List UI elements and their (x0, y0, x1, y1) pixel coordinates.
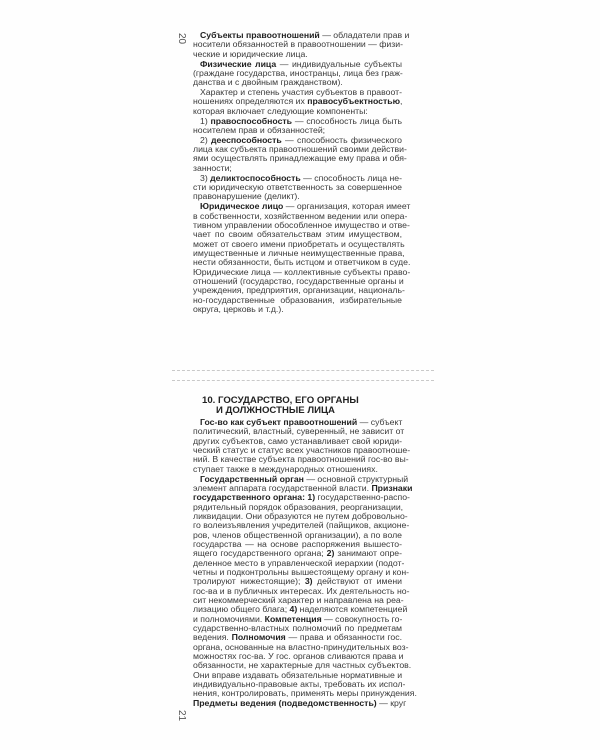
text-segment: носителем прав и обязанностей; (193, 124, 326, 135)
bold-term: Компетенция (264, 613, 322, 624)
text-segment: обязанности, не характерные для частных субъектов. (193, 660, 412, 671)
text-segment: данства и с двойным гражданством). (193, 77, 343, 88)
text-segment: тивном управлении обособленное имущество и отве- (193, 219, 410, 230)
text-segment: элемент аппарата государственной власти. (193, 482, 372, 493)
text-segment: наделяются компетенцией (297, 604, 408, 615)
text-segment: правонарушение (деликт). (193, 191, 300, 202)
bold-term: дееспособность (211, 134, 282, 145)
text-segment: нения, контролировать, применять меры принуждения. (193, 688, 417, 699)
bold-term: Государственный орган (200, 473, 304, 484)
text-segment: четны и подконтрольны вышестоящему органу и кон- (193, 567, 410, 577)
text-segment: носители обязанностей в правоотношении — физи- (193, 39, 404, 50)
text-segment: государственно-распо- (315, 492, 410, 503)
text-segment: Они вправе издавать обязательные нормативные и (193, 669, 403, 680)
text-segment: политический, властный, суверенный, не зависит от (193, 426, 405, 437)
bold-term: Юридическое лицо (200, 201, 284, 212)
text-segment: ний. В качестве субъекта правоотношений гос-во вы- (193, 454, 409, 465)
text-segment: и полномочиями. (193, 613, 265, 624)
text-segment: — основной структурный (303, 473, 409, 484)
text-segment: ческие и юридические лица. (193, 48, 308, 59)
bold-term: 3) (304, 576, 313, 587)
text-segment: округа, церковь и т.д.). (193, 303, 284, 314)
text-segment: лица как субъекта правоотношений своими действи- (193, 144, 407, 155)
text-segment: действуют от имени (312, 576, 402, 587)
text-segment: рядительный порядок образования, реорганизации, (193, 501, 404, 512)
bold-term: Физические лица (200, 58, 277, 69)
text-segment: — круг (376, 698, 407, 709)
bold-term: Признаки (371, 482, 413, 493)
text-segment: сударственно-властных полномочий по предметам (193, 623, 402, 634)
bold-term: государственного органа: 1) (193, 492, 316, 503)
text-segment: ликвидации. Они образуются не путем добровольно- (193, 510, 408, 521)
text-segment: — способность лица не- (300, 172, 403, 183)
text-segment: ческий статус и статус всех участников правоотноше- (193, 445, 411, 456)
bold-term: правосубъектностью (307, 96, 400, 107)
bold-term: деликтоспособность (210, 172, 301, 183)
text-segment: отношений (государство, государственные органы и (193, 275, 404, 286)
text-segment: занимают опре- (334, 548, 403, 559)
text-segment: ношениях определяются их (193, 96, 308, 107)
top-section-text (193, 30, 411, 314)
section-heading-line-2: И ДОЛЖНОСТНЫЕ ЛИЦА (216, 404, 335, 416)
text-segment: — совокупность го- (321, 613, 403, 624)
text-segment: тролируют нижестоящие); (193, 576, 305, 587)
text-segment: , (400, 96, 403, 107)
text-segment: других субъектов, само устанавливает свой юриди- (193, 435, 402, 446)
text-segment: занности; (193, 162, 232, 173)
text-segment: которая включает следующие компоненты: (193, 105, 368, 116)
text-segment: 2) (200, 134, 212, 145)
page-divider (172, 370, 434, 371)
text-segment: го волеизъявления учредителей (пайщиков, акционе- (193, 520, 410, 531)
page-divider (172, 380, 434, 381)
page-number-right: 21 (176, 709, 188, 722)
text-segment: 3) (200, 172, 211, 183)
bold-term: 2) (326, 548, 335, 559)
page-number-left: 20 (176, 32, 188, 45)
text-segment: имущественные и личные неимущественные права, (193, 247, 405, 258)
text-segment: органа, основанные на властно-принудительных воз- (193, 641, 409, 652)
text-segment: чает по своим обязательствам этим имуществом, (193, 229, 402, 240)
bottom-section-text (193, 417, 417, 709)
text-segment: 1) (200, 115, 211, 126)
text-segment: можностях гос-ва. У гос. органов сливаются права и (193, 651, 404, 662)
bold-term: Субъекты правоотношений (200, 30, 320, 40)
text-segment: в собственности, хозяйственном ведении или опера- (193, 210, 408, 221)
text-segment: сит некоммерческий характер и направлена на реа- (193, 595, 404, 606)
bold-term: Полномочия (231, 632, 286, 643)
bold-term: Гос-во как субъект правоотношений (200, 417, 358, 427)
text-segment: — субъект (357, 417, 403, 427)
text-segment: — способность физического (281, 134, 402, 145)
text-segment: — способность лица быть (292, 115, 403, 126)
text-segment: — индивидуальные субъекты (276, 58, 402, 69)
text-segment: но-государственные образования, избирательные (193, 294, 402, 305)
text-segment: гос-ва и в публичных интересах. Их деятельность но- (193, 585, 410, 596)
text-segment: Юридические лица — коллективные субъекты право- (193, 266, 411, 277)
text-segment: деленное место в управленческой иерархии (подот- (193, 557, 405, 568)
section-heading-line-1: 10. ГОСУДАРСТВО, ЕГО ОРГАНЫ (202, 395, 359, 406)
bold-term: Предметы ведения (подведомственность) (193, 698, 377, 709)
text-segment: индивидуально-правовые акты, требовать их испол- (193, 679, 406, 690)
text-segment: государства — на основе распоряжения вышесто- (193, 538, 402, 549)
bold-term: правоспособность (210, 115, 292, 126)
text-segment: ров, членов общественной организации), а по воле (193, 529, 402, 540)
text-line (193, 305, 402, 314)
section-heading (202, 396, 359, 416)
text-segment: нести обязанности, быть истцом и ответчиком в суде. (193, 257, 411, 268)
text-segment: лизацию общего блага; (193, 604, 290, 615)
text-segment: — обладатели прав и (319, 30, 410, 40)
text-segment: может от своего имени приобретать и осуществлять (193, 238, 405, 249)
text-segment: сти юридическую ответственность за совершенное (193, 182, 402, 192)
text-line (193, 698, 407, 709)
text-segment: (граждане государства, иностранцы, лица без граж- (193, 67, 403, 78)
text-segment: ями осуществлять принадлежащие ему права и обя- (193, 153, 407, 164)
text-segment: — права и обязанности гос. (285, 632, 402, 643)
bold-term: 4) (289, 604, 298, 615)
text-segment: Характер и степень участия субъектов в правоот- (200, 87, 402, 98)
text-segment: ведения. (193, 632, 232, 643)
text-segment: ступает также в международных отношениях. (193, 463, 378, 474)
text-segment: ящего государственного органа; (193, 548, 327, 559)
text-segment: учреждения, предприятия, организации, националь- (193, 285, 405, 296)
text-segment: — организация, которая имеет (283, 201, 411, 212)
